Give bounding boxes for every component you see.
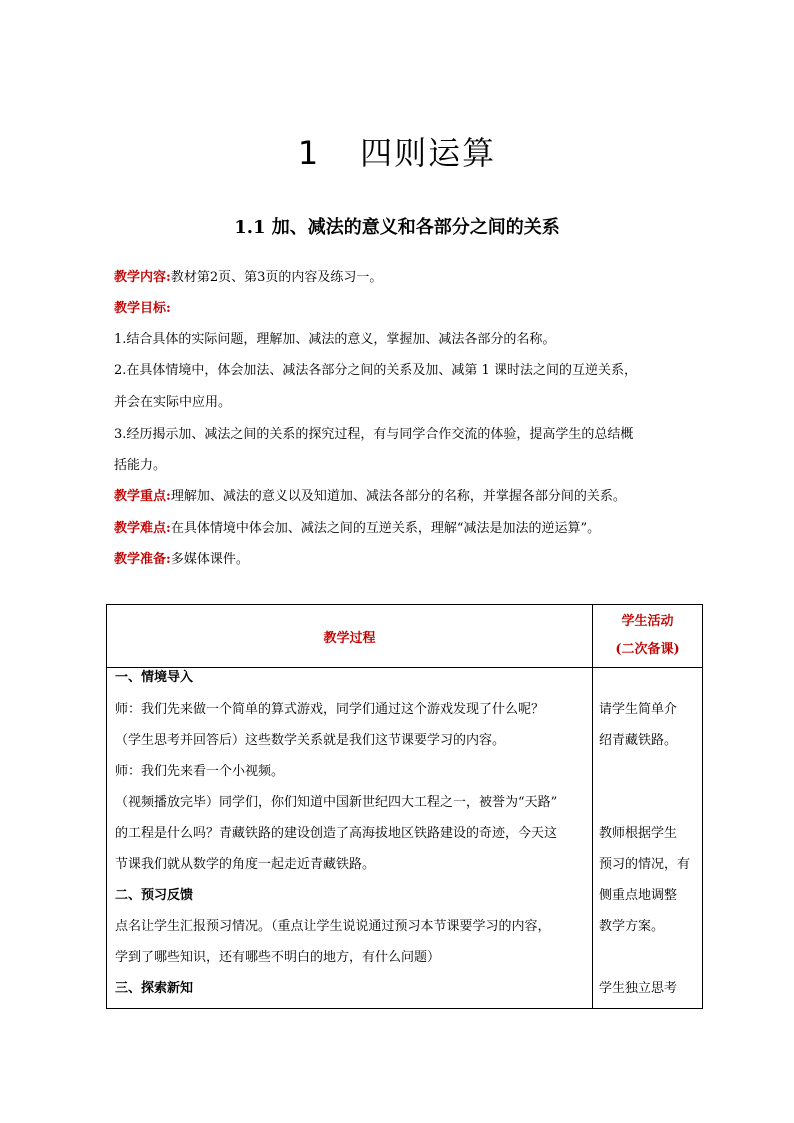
process-line: 点名让学生汇报预习情况。（重点让学生说说通过预习本节课要学习的内容，: [115, 919, 551, 934]
process-line: 二、预习反馈: [115, 888, 194, 903]
objectives-heading: [114, 300, 171, 318]
objective-line: 1.结合具体的实际问题，理解加、减法的意义，掌握加、减法各部分的名称。: [114, 332, 556, 347]
header-activity-line2: (二次备课): [615, 642, 680, 657]
section-title: 1.1 加、减法的意义和各部分之间的关系: [234, 217, 560, 238]
process-line: 师：我们先来做一个简单的算式游戏，同学们通过这个游戏发现了什么呢？: [115, 702, 545, 717]
key-points-line: [114, 488, 626, 506]
lesson-table: [106, 604, 703, 1009]
chapter-number: 1: [297, 134, 321, 172]
table-header-row: [107, 605, 703, 668]
process-line: 学到了哪些知识，还有哪些不明白的地方，有什么问题）: [115, 950, 441, 965]
process-line: 师：我们先来看一个小视频。: [115, 764, 285, 779]
difficulties-text: 在具体情境中体会加、减法之间的互逆关系，理解“减法是加法的逆运算”。: [170, 521, 601, 536]
process-line: 节课我们就从数学的角度一起走近青藏铁路。: [115, 857, 376, 872]
activity-line: 侧重点地调整: [599, 888, 678, 903]
process-cell: [107, 668, 593, 1009]
difficulties-line: [114, 520, 600, 538]
process-line: 三、探索新知: [115, 981, 194, 996]
header-activity-line1: 学生活动: [621, 614, 674, 629]
process-line: 一、情境导入: [115, 670, 194, 685]
objectives-label: 教学目标:: [114, 301, 171, 316]
activity-line: [599, 942, 702, 973]
process-line: （学生思考并回答后）这些数学关系就是我们这节课要学习的内容。: [115, 733, 506, 748]
activity-line: 预习的情况，有: [599, 857, 691, 872]
activity-line: 绍青藏铁路。: [599, 733, 678, 748]
activity-line: 教师根据学生: [599, 826, 678, 841]
process-line: （视频播放完毕）同学们，你们知道中国新世纪四大工程之一，被誉为“天路”: [115, 795, 558, 810]
header-process: 教学过程: [107, 605, 593, 668]
content-line: [114, 269, 382, 287]
objective-line: 并会在实际中应用。: [114, 395, 232, 410]
preparation-line: [114, 551, 249, 569]
activity-line: [599, 787, 702, 818]
activity-line: [599, 756, 702, 787]
objective-line: 3.经历揭示加、减法之间的关系的探究过程，有与同学合作交流的体验，提高学生的总结概: [114, 427, 634, 442]
key-points-label: 教学重点:: [114, 489, 171, 504]
header-activity: [593, 605, 703, 668]
activity-cell: [593, 668, 703, 1009]
activity-line: [599, 668, 702, 694]
preparation-text: 多媒体课件。: [170, 552, 249, 567]
process-line: 的工程是什么吗？青藏铁路的建设创造了高海拔地区铁路建设的奇迹，今天这: [115, 826, 558, 841]
preparation-label: 教学准备:: [114, 552, 171, 567]
objective-line: 2.在具体情境中，体会加法、减法各部分之间的关系及加、减第 1 课时法之间的互逆关系，: [114, 363, 637, 378]
activity-line: 请学生简单介: [599, 702, 678, 717]
content-label: 教学内容:: [114, 270, 171, 285]
activity-line: 教学方案。: [599, 919, 665, 934]
objective-line: 括能力。: [114, 458, 167, 473]
content-text: 教材第2页、第3页的内容及练习一。: [170, 270, 383, 285]
key-points-text: 理解加、减法的意义以及知道加、减法各部分的名称，并掌握各部分间的关系。: [170, 489, 626, 504]
chapter-title: [0, 128, 794, 174]
difficulties-label: 教学难点:: [114, 521, 171, 536]
table-body-row: [107, 668, 703, 1009]
activity-line: 学生独立思考: [599, 981, 678, 996]
chapter-name: 四则运算: [360, 134, 497, 172]
